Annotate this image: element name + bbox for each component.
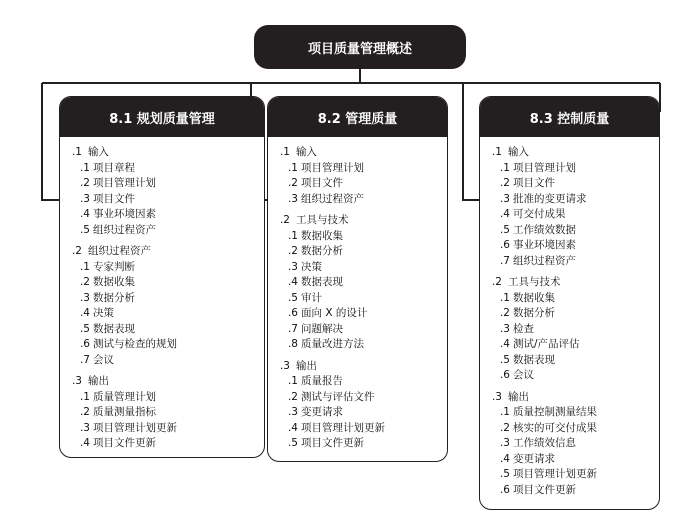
- list-item: [484, 161, 659, 177]
- item-number: .4: [79, 437, 90, 449]
- item-number: .6: [79, 338, 90, 350]
- list-item: [484, 405, 659, 421]
- item-text: 事业环境因素: [513, 239, 576, 251]
- item-text: 核实的可交付成果: [513, 421, 597, 434]
- list-item: [484, 421, 659, 437]
- process-section: [484, 145, 659, 269]
- process-section: [64, 374, 264, 452]
- item-number: .1: [79, 260, 90, 273]
- item-text: 质量管理计划: [93, 390, 156, 403]
- process-title-bar: [480, 97, 659, 137]
- item-number: .2: [499, 421, 510, 434]
- section-number: .2: [491, 276, 502, 288]
- list-item: [272, 260, 447, 276]
- list-item: [64, 192, 264, 208]
- item-text: 项目文件更新: [301, 437, 364, 449]
- section-heading: [484, 275, 659, 291]
- list-item: [272, 405, 447, 421]
- section-number: .3: [71, 375, 82, 387]
- item-text: 项目章程: [93, 161, 135, 174]
- item-number: .2: [499, 177, 510, 189]
- process-section: [272, 359, 447, 452]
- item-number: .5: [287, 291, 298, 304]
- list-item: [64, 306, 264, 322]
- item-text: 项目管理计划: [513, 161, 576, 174]
- item-text: 项目管理计划更新: [93, 421, 177, 434]
- item-text: 工作绩效信息: [513, 437, 576, 449]
- process-body: [268, 137, 447, 452]
- section-heading: [64, 244, 264, 260]
- item-number: .5: [79, 322, 90, 335]
- item-number: .4: [287, 276, 298, 288]
- list-item: [484, 291, 659, 307]
- item-text: 测试与检查的规划: [93, 338, 177, 350]
- section-number: .1: [279, 146, 290, 158]
- item-text: 数据收集: [93, 276, 135, 288]
- item-number: .2: [287, 177, 298, 189]
- item-text: 组织过程资产: [513, 254, 576, 267]
- item-number: .7: [499, 254, 510, 267]
- item-number: .2: [79, 276, 90, 288]
- list-item: [272, 192, 447, 208]
- list-item: [272, 244, 447, 260]
- item-text: 变更请求: [513, 452, 555, 465]
- item-text: 数据分析: [301, 245, 343, 257]
- item-number: .5: [499, 353, 510, 366]
- item-number: .2: [287, 245, 298, 257]
- item-number: .6: [499, 369, 510, 381]
- item-number: .6: [499, 483, 510, 496]
- process-title-bar: [60, 97, 264, 137]
- item-number: .3: [79, 192, 90, 205]
- item-number: .6: [499, 239, 510, 251]
- item-text: 决策: [93, 307, 114, 319]
- item-text: 批准的变更请求: [513, 192, 587, 205]
- item-number: .7: [287, 322, 298, 335]
- list-item: [484, 368, 659, 384]
- item-text: 可交付成果: [513, 208, 566, 220]
- section-heading: [64, 145, 264, 161]
- list-item: [64, 275, 264, 291]
- list-item: [272, 421, 447, 437]
- item-number: .4: [499, 338, 510, 350]
- item-text: 专家判断: [93, 260, 135, 273]
- item-number: .2: [79, 406, 90, 418]
- list-item: [64, 291, 264, 307]
- process-body: [480, 137, 659, 498]
- list-item: [64, 405, 264, 421]
- item-number: .7: [79, 353, 90, 366]
- list-item: [64, 260, 264, 276]
- item-text: 项目文件: [513, 177, 555, 189]
- section-title: 输入: [296, 146, 317, 158]
- section-heading: [64, 374, 264, 390]
- process-box-8-1: [59, 96, 265, 458]
- item-text: 组织过程资产: [93, 223, 156, 236]
- item-number: .4: [499, 208, 510, 220]
- item-number: .1: [287, 229, 298, 242]
- item-text: 工作绩效数据: [513, 223, 576, 236]
- item-text: 组织过程资产: [301, 192, 364, 205]
- item-number: .1: [287, 161, 298, 174]
- item-text: 数据分析: [513, 307, 555, 319]
- list-item: [484, 353, 659, 369]
- section-heading: [272, 359, 447, 375]
- list-item: [484, 483, 659, 499]
- process-section: [484, 390, 659, 499]
- item-text: 变更请求: [301, 406, 343, 418]
- list-item: [64, 421, 264, 437]
- section-number: .1: [71, 146, 82, 158]
- process-body: [60, 137, 264, 452]
- list-item: [484, 176, 659, 192]
- item-text: 质量控制测量结果: [513, 406, 597, 418]
- process-title: 8.3 控制质量: [529, 111, 610, 127]
- section-title: 组织过程资产: [88, 245, 151, 257]
- item-text: 质量测量指标: [93, 406, 156, 418]
- list-item: [484, 223, 659, 239]
- section-number: .3: [279, 359, 290, 372]
- item-text: 项目文件更新: [93, 437, 156, 449]
- item-number: .1: [287, 375, 298, 387]
- section-number: .2: [279, 214, 290, 226]
- list-item: [484, 238, 659, 254]
- section-title: 输入: [508, 146, 529, 158]
- item-text: 审计: [301, 291, 322, 304]
- item-text: 数据表现: [513, 353, 555, 366]
- list-item: [64, 436, 264, 452]
- section-number: .3: [491, 390, 502, 403]
- list-item: [484, 306, 659, 322]
- item-number: .1: [499, 291, 510, 304]
- process-title: 8.1 规划质量管理: [109, 111, 215, 127]
- item-number: .4: [79, 208, 90, 220]
- list-item: [64, 207, 264, 223]
- process-title-bar: [268, 97, 447, 137]
- section-title: 工具与技术: [508, 276, 561, 288]
- item-number: .2: [499, 307, 510, 319]
- item-text: 面向 X 的设计: [301, 307, 368, 319]
- process-title: 8.2 管理质量: [317, 111, 398, 127]
- list-item: [64, 337, 264, 353]
- item-text: 数据分析: [93, 291, 135, 304]
- item-text: 数据收集: [301, 229, 343, 242]
- section-heading: [484, 390, 659, 406]
- item-number: .3: [79, 291, 90, 304]
- item-number: .6: [287, 307, 298, 319]
- item-text: 项目管理计划: [301, 161, 364, 174]
- section-title: 输出: [508, 390, 529, 403]
- item-number: .3: [287, 192, 298, 205]
- item-text: 会议: [513, 369, 534, 381]
- process-section: [64, 244, 264, 368]
- item-text: 测试/产品评估: [513, 338, 580, 350]
- section-title: 输入: [88, 146, 109, 158]
- process-section: [64, 145, 264, 238]
- list-item: [64, 353, 264, 369]
- item-text: 数据表现: [301, 276, 343, 288]
- item-number: .8: [287, 338, 298, 350]
- item-number: .3: [499, 437, 510, 449]
- item-text: 决策: [301, 260, 322, 273]
- item-text: 项目文件更新: [513, 483, 576, 496]
- list-item: [272, 275, 447, 291]
- process-box-8-2: [267, 96, 448, 462]
- item-number: .4: [499, 452, 510, 465]
- section-heading: [272, 213, 447, 229]
- list-item: [484, 322, 659, 338]
- item-text: 项目文件: [93, 192, 135, 205]
- item-number: .1: [499, 161, 510, 174]
- item-number: .3: [287, 406, 298, 418]
- item-text: 数据表现: [93, 322, 135, 335]
- item-text: 项目管理计划更新: [301, 421, 385, 434]
- item-text: 会议: [93, 353, 114, 366]
- process-box-8-3: [479, 96, 660, 510]
- section-number: .2: [71, 245, 82, 257]
- overview-title-box: [254, 25, 466, 69]
- list-item: [64, 322, 264, 338]
- overview-title: 项目质量管理概述: [307, 41, 412, 57]
- item-number: .1: [79, 161, 90, 174]
- list-item: [484, 452, 659, 468]
- item-text: 项目文件: [301, 177, 343, 189]
- list-item: [484, 337, 659, 353]
- item-number: .5: [79, 223, 90, 236]
- section-title: 工具与技术: [296, 214, 349, 226]
- list-item: [64, 223, 264, 239]
- item-number: .3: [499, 192, 510, 205]
- item-number: .5: [499, 468, 510, 480]
- section-title: 输出: [296, 359, 317, 372]
- list-item: [484, 467, 659, 483]
- item-text: 项目管理计划更新: [513, 468, 597, 480]
- item-text: 项目管理计划: [93, 177, 156, 189]
- item-text: 质量改进方法: [301, 338, 364, 350]
- list-item: [272, 436, 447, 452]
- list-item: [272, 337, 447, 353]
- process-section: [272, 213, 447, 353]
- list-item: [272, 291, 447, 307]
- list-item: [484, 254, 659, 270]
- process-section: [484, 275, 659, 384]
- item-number: .1: [499, 406, 510, 418]
- item-number: .4: [79, 307, 90, 319]
- section-number: .1: [491, 146, 502, 158]
- item-text: 数据收集: [513, 291, 555, 304]
- list-item: [64, 161, 264, 177]
- item-number: .2: [79, 177, 90, 189]
- item-number: .3: [79, 421, 90, 434]
- section-heading: [484, 145, 659, 161]
- item-number: .3: [287, 260, 298, 273]
- item-number: .2: [287, 390, 298, 403]
- item-number: .1: [79, 390, 90, 403]
- item-text: 事业环境因素: [93, 208, 156, 220]
- list-item: [484, 207, 659, 223]
- connector-to-8-1: [42, 83, 60, 200]
- list-item: [64, 390, 264, 406]
- list-item: [484, 192, 659, 208]
- item-text: 质量报告: [301, 375, 343, 387]
- item-text: 检查: [513, 322, 534, 335]
- list-item: [64, 176, 264, 192]
- list-item: [272, 322, 447, 338]
- list-item: [272, 229, 447, 245]
- section-title: 输出: [88, 375, 109, 387]
- connector-to-8-3: [463, 83, 480, 200]
- item-number: .4: [287, 421, 298, 434]
- item-text: 测试与评估文件: [301, 390, 375, 403]
- list-item: [272, 390, 447, 406]
- section-heading: [272, 145, 447, 161]
- item-number: .3: [499, 322, 510, 335]
- list-item: [272, 161, 447, 177]
- list-item: [272, 176, 447, 192]
- item-text: 问题解决: [301, 322, 343, 335]
- list-item: [272, 306, 447, 322]
- item-number: .5: [499, 223, 510, 236]
- process-section: [272, 145, 447, 207]
- list-item: [484, 436, 659, 452]
- list-item: [272, 374, 447, 390]
- item-number: .5: [287, 437, 298, 449]
